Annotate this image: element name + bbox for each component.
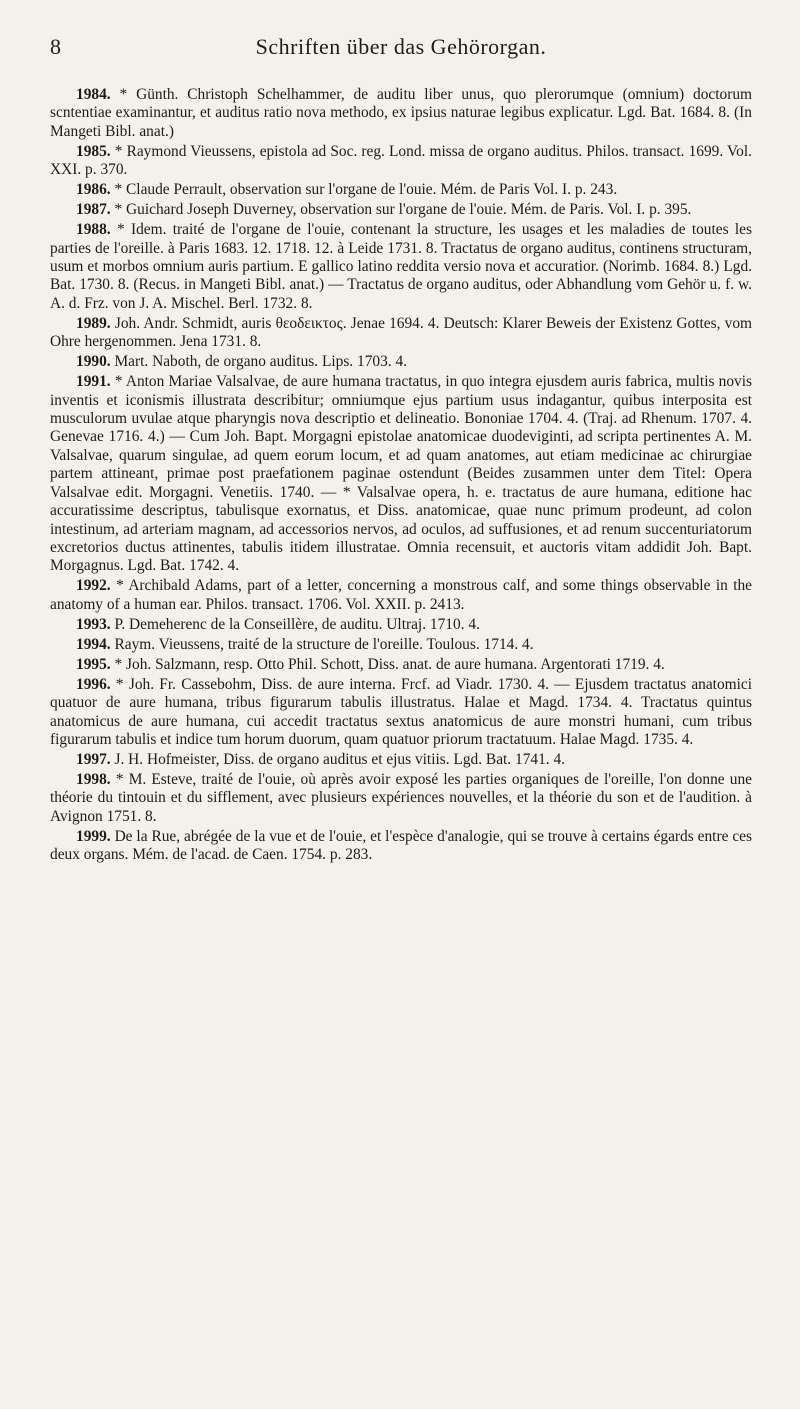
entry-text: J. H. Hofmeister, Diss. de organo auditus et ejus vitiis. Lgd. Bat. 1741. 4. [114, 750, 566, 768]
bibliography-entry [50, 676, 752, 750]
bibliography-entry [50, 751, 752, 769]
page-header [50, 34, 752, 64]
entry-text: * Anton Mariae Valsalvae, de aure humana tractatus, in quo integra ejusdem auris fabrica, multis novis inventis et iconismis illustrata describitur; omniumque ejus partium usus indagantur, quibus interposita est musculorum uvulae atque pharyngis nova descriptio et delineatio. Bononiae 1704. 4. (Traj. ad Rhenum. 1707. 4. Genevae 1716. 4.) — Cum Joh. Bapt. Morgagni epistolae anatomicae duodeviginti, ad scripta pertinentes A. M. Valsalvae, quarum singulae, ad quem eorum locum, et ad quam anatomes, aut etiam medicinae ac chirurgiae partem attineant, primae post praefationem paginae ostendunt (Beides zusammen unter dem Titel: Opera Valsalvae edit. Morgagni. Venetiis. 1740. — * Valsalvae opera, h. e. tractatus de aure humana, editione hac accuratissime descriptus, tabulisque exornatus, et Diss. anatomicae, quae nunc primum prodeunt, ad colon intestinum, ad arteriam magnam, ad accessorios nervos, ad oculos, ad suffusiones, et ad renum succenturiatorum excretorios ductus attinentes, tabulis itidem illustratae. Omnia recensuit, et auctoris vitam addidit Joh. Bapt. Morgagnus. Lgd. Bat. 1742. 4. [50, 373, 752, 575]
bibliography-entry [50, 315, 752, 352]
entry-number: 1985. [76, 142, 111, 160]
bibliography-entry [50, 86, 752, 141]
entry-text: Joh. Andr. Schmidt, auris θεοδεικτος. Jenae 1694. 4. Deutsch: Klarer Beweis der Existenz Gottes, vom Ohre hergenommen. Jena 1731. 8. [50, 314, 752, 351]
bibliography-list [50, 86, 752, 865]
page-number: 8 [50, 34, 61, 59]
entry-text: * Guichard Joseph Duverney, observation sur l'organe de l'ouie. Mém. de Paris. Vol. I. p. 395. [114, 201, 692, 219]
entry-number: 1998. [76, 770, 111, 788]
entry-number: 1999. [76, 827, 111, 845]
entry-text: P. Demeherenc de la Conseillère, de auditu. Ultraj. 1710. 4. [114, 615, 480, 633]
entry-number: 1991. [76, 373, 111, 391]
bibliography-entry [50, 771, 752, 826]
entry-number: 1988. [76, 221, 111, 239]
running-head: Schriften über das Gehörorgan. [255, 34, 547, 59]
entry-number: 1997. [76, 750, 111, 768]
entry-text: * Raymond Vieussens, epistola ad Soc. reg. Lond. missa de organo auditus. Philos. transact. 1699. Vol. XXI. p. 370. [50, 142, 752, 179]
entry-text: * Joh. Fr. Cassebohm, Diss. de aure interna. Frcf. ad Viadr. 1730. 4. — Ejusdem tractatus anatomici quatuor de aure humana, tribus figurarum tabulis illustratus. Halae et Magd. 1734. 4. Tractatus quintus anatomicus de aure humana, cui accedit tractatus sextus anatomicus de aure monstri humani, cum tribus figurarum tabulis et indice tum horum duorum, quam quatuor priorum tractatuum. Halae Magd. 1735. 4. [50, 675, 752, 748]
entry-text: * Joh. Salzmann, resp. Otto Phil. Schott, Diss. anat. de aure humana. Argentorati 1719. 4. [114, 655, 665, 673]
entry-text: * M. Esteve, traité de l'ouie, où après avoir exposé les parties organiques de l'oreille, l'on donne une théorie du tintouin et du sifflement, avec plusieurs expériences nouvelles, et la théorie du son et de l'audition. à Avignon 1751. 8. [50, 770, 752, 825]
entry-text: Raym. Vieussens, traité de la structure de l'oreille. Toulous. 1714. 4. [114, 635, 534, 653]
bibliography-entry [50, 143, 752, 180]
entry-number: 1986. [76, 181, 111, 199]
bibliography-entry [50, 373, 752, 575]
bibliography-entry [50, 201, 752, 219]
bibliography-entry [50, 181, 752, 199]
entry-number: 1992. [76, 577, 111, 595]
bibliography-entry [50, 636, 752, 654]
bibliography-entry [50, 828, 752, 865]
entry-number: 1994. [76, 635, 111, 653]
entry-number: 1984. [76, 86, 111, 103]
entry-number: 1995. [76, 655, 111, 673]
bibliography-entry [50, 577, 752, 614]
bibliography-entry [50, 221, 752, 313]
entry-number: 1989. [76, 314, 111, 332]
entry-text: * Claude Perrault, observation sur l'organe de l'ouie. Mém. de Paris Vol. I. p. 243. [114, 181, 618, 199]
bibliography-entry [50, 656, 752, 674]
entry-number: 1987. [76, 201, 111, 219]
bibliography-entry [50, 616, 752, 634]
entry-text: De la Rue, abrégée de la vue et de l'ouie, et l'espèce d'analogie, qui se trouve à certains égards entre ces deux organs. Mém. de l'acad. de Caen. 1754. p. 283. [50, 827, 752, 864]
entry-text: * Günth. Christoph Schelhammer, de auditu liber unus, quo plerorumque (omnium) doctorum scntentiae examinantur, et auditus ratio nova methodo, ex ipsius naturae legibus explicatur. Lgd. Bat. 1684. 8. (In Mangeti Bibl. anat.) [50, 86, 752, 140]
entry-text: * Idem. traité de l'organe de l'ouie, contenant la structure, les usages et les maladies de toutes les parties de l'oreille. à Paris 1683. 12. 1718. 12. à Leide 1731. 8. Tractatus de organo auditus, continens structuram, usum et morbos omnium auris partium. E gallico latino reddita versio nova et accuratior. (Norimb. 1684. 8.) Lgd. Bat. 1730. 8. (Recus. in Mangeti Bibl. anat.) — Tractatus de organo auditus, oder Abhandlung vom Gehör u. f. w. A. d. Frz. von J. A. Mischel. Berl. 1732. 8. [50, 221, 752, 312]
entry-number: 1990. [76, 353, 111, 371]
entry-text: Mart. Naboth, de organo auditus. Lips. 1703. 4. [114, 353, 408, 371]
bibliography-entry [50, 353, 752, 371]
entry-text: * Archibald Adams, part of a letter, concerning a monstrous calf, and some things observable in the anatomy of a human ear. Philos. transact. 1706. Vol. XXII. p. 2413. [50, 577, 752, 613]
entry-number: 1993. [76, 615, 111, 633]
entry-number: 1996. [76, 675, 111, 693]
